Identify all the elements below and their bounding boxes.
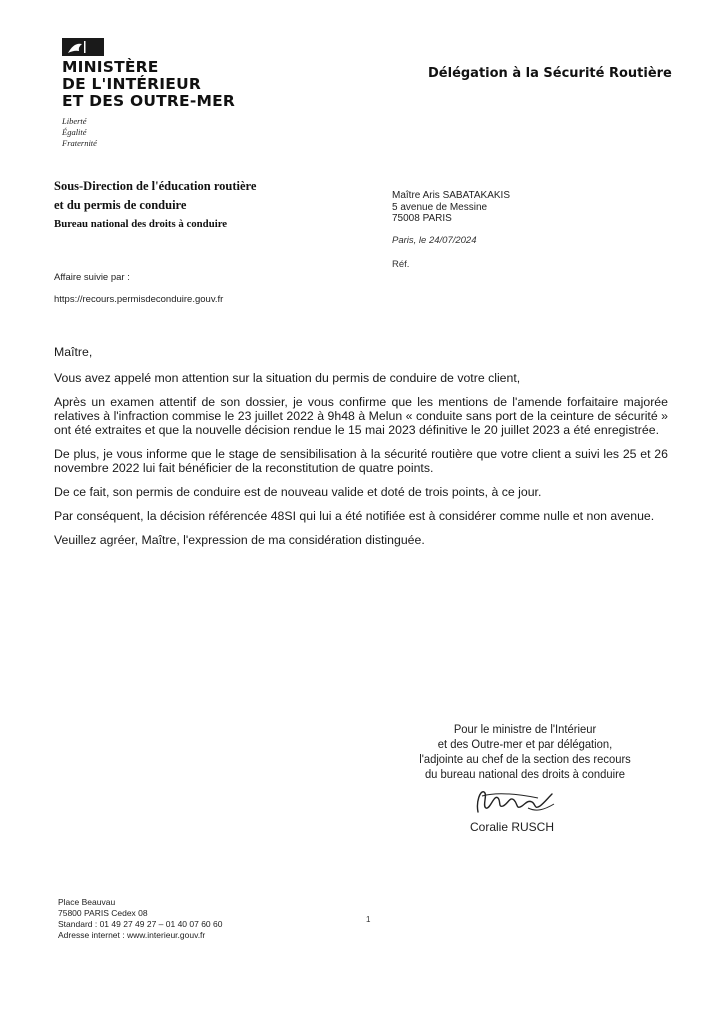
body-paragraph: Par conséquent, la décision référencée 48SI qui lui a été notifiée est à considérer comme nulle et non avenue.	[54, 509, 655, 523]
footer-line: Adresse internet : www.interieur.gouv.fr	[58, 930, 206, 940]
sender-line: Bureau national des droits à conduire	[54, 218, 228, 230]
recipient-street: 5 avenue de Messine	[392, 201, 488, 213]
signature-stamp	[392, 722, 659, 782]
salutation: Maître,	[54, 345, 93, 359]
delegation-title: Délégation à la Sécurité Routière	[428, 66, 672, 81]
footer-line: Place Beauvau	[58, 897, 116, 907]
body-paragraph: Après un examen attentif de son dossier, je vous confirme que les mentions de l'amende forfaitaire majorée relatives à l'infraction commise le 23 juillet 2022 à 9h48 à Melun « conduite sans port de la ceinture de sécurité » ont été extraites et que la nouvelle décision rendue le 15 mai 2023 définitive le 20 juillet 2023 a été enregistrée.	[54, 395, 668, 437]
reference-label: Réf.	[392, 259, 410, 270]
closing-formula: Veuillez agréer, Maître, l'expression de ma considération distinguée.	[54, 533, 425, 547]
recipient-name: Maître Aris SABATAKAKIS	[392, 190, 510, 201]
body-paragraph: De ce fait, son permis de conduire est de nouveau valide et doté de trois points, à ce jour.	[54, 485, 542, 499]
ministry-line: MINISTÈRE	[62, 58, 159, 76]
recipient-city: 75008 PARIS	[392, 213, 452, 224]
motto-line: Fraternité	[62, 138, 97, 148]
page-number: 1	[366, 915, 371, 924]
footer-address	[58, 897, 222, 941]
footer-line: Standard : 01 49 27 49 27 – 01 40 07 60 60	[58, 919, 223, 929]
ministry-line: DE L'INTÉRIEUR	[62, 75, 201, 93]
sender-line: et du permis de conduire	[54, 198, 187, 212]
marianne-logo-icon	[62, 38, 104, 56]
case-followed-by-label: Affaire suivie par :	[54, 272, 130, 283]
sender-department	[54, 177, 256, 233]
motto-line: Liberté	[62, 116, 87, 126]
recours-url: https://recours.permisdeconduire.gouv.fr	[54, 294, 224, 305]
footer-line: 75800 PARIS Cedex 08	[58, 908, 148, 918]
signer-name: Coralie RUSCH	[470, 820, 555, 834]
signature-line: du bureau national des droits à conduire	[424, 767, 626, 781]
letter-body	[54, 345, 668, 557]
signature-line: l'adjointe au chef de la section des recours	[419, 752, 631, 766]
recipient-address	[392, 190, 510, 225]
motto-line: Égalité	[62, 127, 87, 137]
signature-line: Pour le ministre de l'Intérieur	[453, 722, 597, 736]
body-paragraph: De plus, je vous informe que le stage de sensibilisation à la sécurité routière que votre client a suivi les 25 et 26 novembre 2022 lui fait bénéficier de la reconstitution de quatre points.	[54, 447, 668, 475]
letter-date: Paris, le 24/07/2024	[392, 235, 477, 246]
signature-line: et des Outre-mer et par délégation,	[437, 737, 613, 751]
handwritten-signature-icon	[468, 782, 558, 820]
republic-motto	[62, 116, 97, 149]
body-paragraph: Vous avez appelé mon attention sur la situation du permis de conduire de votre client,	[54, 371, 521, 385]
ministry-name	[62, 59, 235, 110]
ministry-line: ET DES OUTRE-MER	[62, 92, 236, 110]
sender-line: Sous-Direction de l'éducation routière	[54, 179, 257, 193]
